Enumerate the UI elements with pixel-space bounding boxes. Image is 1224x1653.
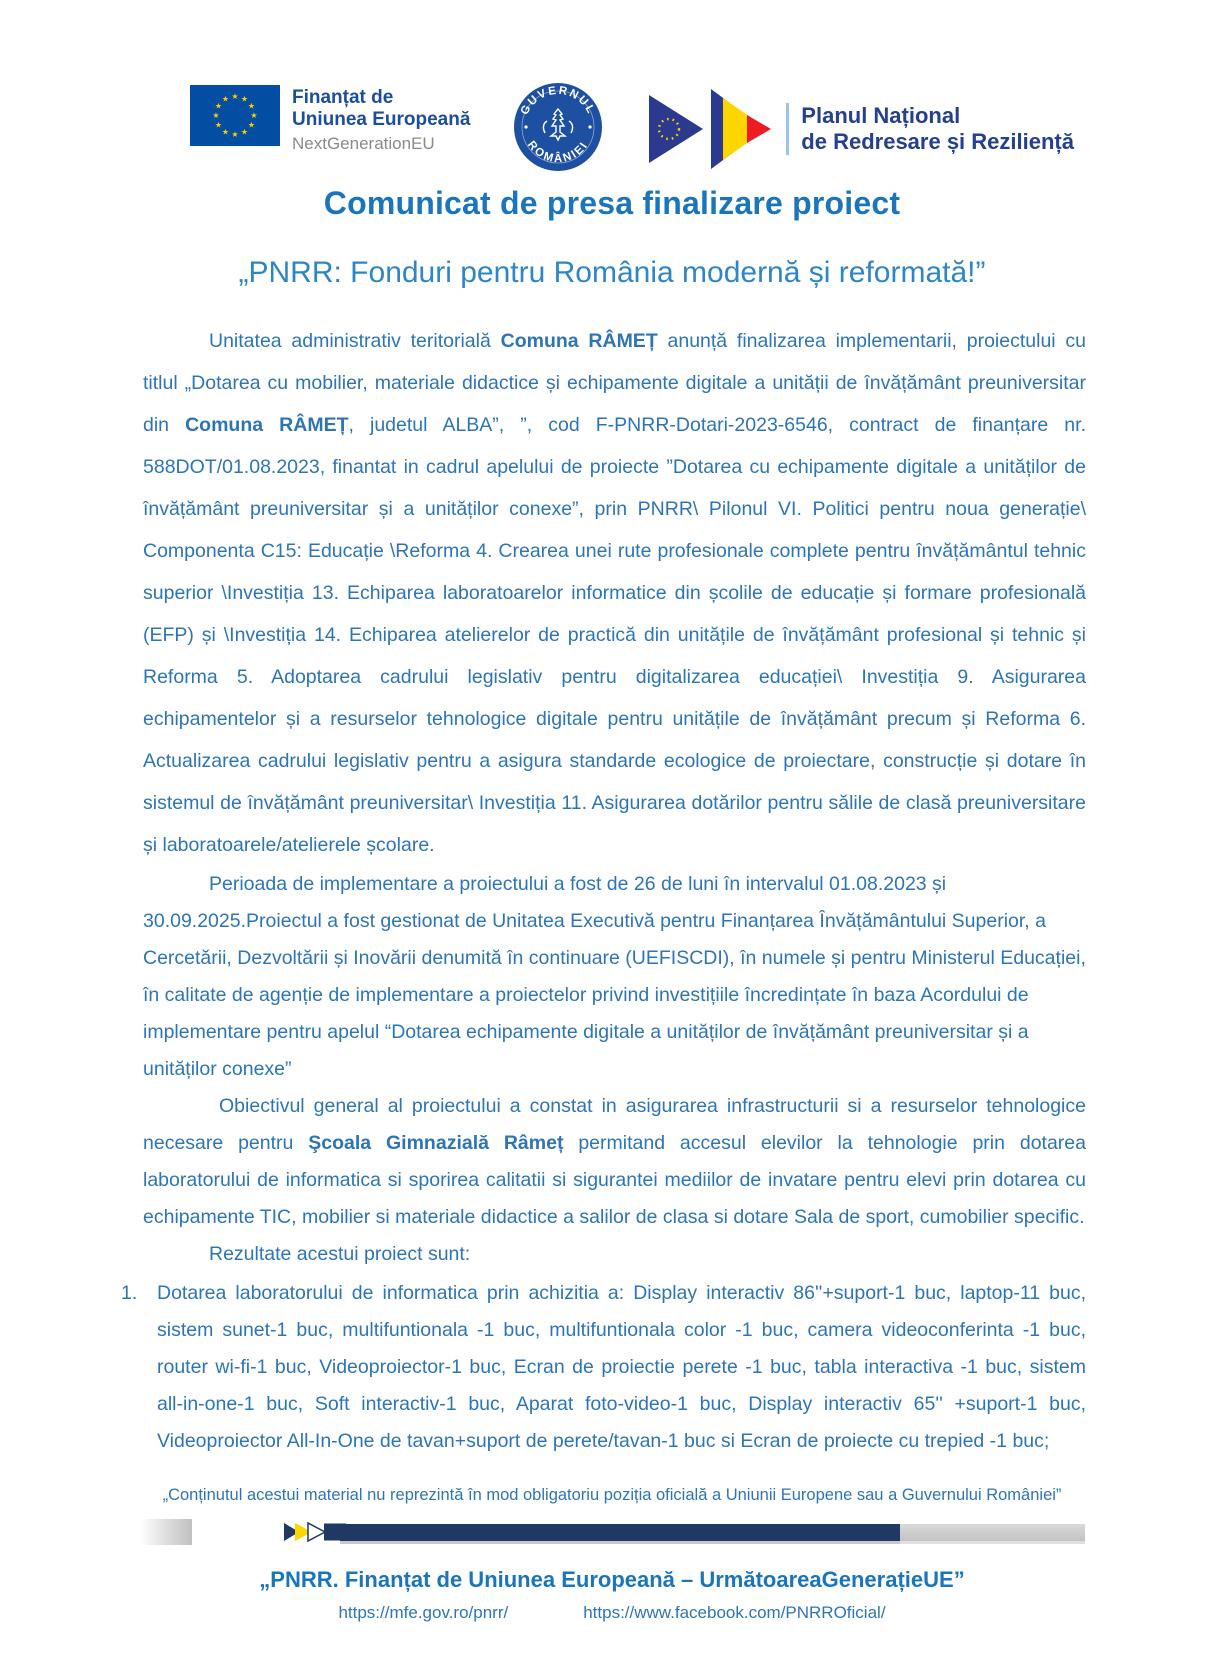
- p3-run0: Obiectivul general al proiectului a constat in asigurarea infrastructurii si a resurselor tehnologice necesare pentru: [143, 1095, 1086, 1154]
- footer-decorative-bar: [0, 1519, 1224, 1545]
- header-logos: [0, 85, 1224, 169]
- footer-disclaimer: „Conținutul acestui material nu reprezintă în mod obligatoriu poziția oficială a Uniunii Europene sau a Guvernului României”: [162, 1486, 1062, 1504]
- page-title: Comunicat de presa finalizare proiect: [323, 185, 901, 221]
- footer-links: [0, 1603, 1224, 1623]
- chevron-arrows-icon: [282, 1520, 346, 1544]
- p3-run2: permitand accesul elevilor la tehnologie prin dotarea laboratorului de informatica si sporirea calitatii si sigurantei mediilor de invatare pentru elevi prin dotarea cu echipamente TIC, mobilier si materiale didactice a salilor de clasa si dotare Sala de sport, cumobilier specific.: [143, 1132, 1086, 1228]
- paragraph-results-intro: Rezultate acestui proiect sunt:: [209, 1243, 471, 1265]
- facebook-link[interactable]: https://www.facebook.com/PNRROficial/: [583, 1603, 886, 1622]
- mfe-link[interactable]: https://mfe.gov.ro/pnrr/: [338, 1603, 509, 1622]
- svg-text:★: ★: [240, 94, 249, 104]
- paragraph-implementation-period: Perioada de implementare a proiectului a fost de 26 de luni în intervalul 01.08.2023 și 30.09.2025.Proiectul a fost gestionat de Unitatea Executivă pentru Finanțarea Învățământului Superior, a Cercetării, Dezvoltării și Inovării denumită în continuare (UEFISCDI), în numele și pentru Ministerul Educației, în calitate de agenție de implementare a proiectelor privind investițiile încredințate în baza Acordului de implementare pentru apelul “Dotarea echipamente digitale a unităților de învățământ preuniversitar și a unităților conexe”: [143, 873, 1086, 1080]
- svg-text:★: ★: [240, 127, 249, 137]
- svg-text:★: ★: [214, 101, 223, 111]
- pnrr-logo: [645, 85, 1074, 173]
- paragraph-general-objective: [143, 1088, 1086, 1236]
- eu-funding-logo: [190, 85, 470, 153]
- list-item-text: Dotarea laboratorului de informatica prin achizitia a: Display interactiv 86''+suport-1 buc, laptop-11 buc, sistem sunet-1 buc, multifuntionala -1 buc, multifuntionala color -1 buc, camera videoconferinta -1 buc, router wi-fi-1 buc, Videoproiector-1 buc, Ecran de proiectie perete -1 buc, tabla interactiva -1 buc, sistem all-in-one-1 buc, Soft interactiv-1 buc, Aparat foto-video-1 buc, Display interactiv 65'' +suport-1 buc, Videoproiector All-In-One de tavan+suport de perete/tavan-1 buc si Ecran de proiecte cu trepied -1 buc;: [157, 1282, 1086, 1452]
- eu-funding-line2: Uniunea Europeană: [292, 108, 471, 130]
- document-body: [0, 320, 1224, 1460]
- footer-slogan: „PNRR. Finanțat de Uniunea Europeană – UrmătoareaGenerațieUE”: [259, 1567, 965, 1592]
- svg-text:★: ★: [221, 94, 230, 104]
- p1-commune-name: Comuna RÂMEȚ: [500, 330, 658, 352]
- svg-text:★: ★: [247, 101, 256, 111]
- government-seal-icon: [512, 81, 604, 173]
- list-item: [121, 1275, 1086, 1460]
- paragraph-project-announcement: [143, 320, 1086, 866]
- svg-text:GUVERNUL: GUVERNUL: [518, 84, 598, 118]
- p1-run4: , judetul ALBA”, ”, cod F-PNRR-Dotari-2023-6546, contract de finanțare nr. 588DOT/01.08.2023, finantat in cadrul apelului de proiecte ”Dotarea cu echipamente digitale a unităților de învățământ preuniversitar și a unităților conexe”, prin PNRR\ Pilonul VI. Politici pentru noua generație\ Componenta C15: Educație \Reforma 4. Crearea unei rute profesionale complete pentru învățământul tehnic superior \Investiția 13. Echiparea laboratoarelor informatice din școlile de educație și formare profesională (EFP) și \Investiția 14. Echiparea atelierelor de practică din unitățile de învățământ profesional și tehnic și Reforma 5. Adoptarea cadrului legislativ pentru digitalizarea educației\ Investiția 9. Asigurarea echipamentelor și a resurselor tehnologice digitale pentru unitățile de învățământ precum și Reforma 6. Actualizarea cadrului legislativ pentru a asigura standarde ecologice de proiectare, construcție și dotare în sistemul de învățământ preuniversitar\ Investiția 11. Asigurarea dotărilor pentru sălile de clasă preuniversitare și laboratoarele/atelierele școlare.: [143, 414, 1086, 856]
- romanian-government-seal: [512, 81, 604, 178]
- gray-gradient-block: [140, 1519, 192, 1545]
- eu-funding-line3: NextGenerationEU: [292, 133, 435, 153]
- svg-text:★: ★: [212, 111, 220, 120]
- gray-bar-segment: [900, 1524, 1085, 1541]
- pnrr-logo-line2: de Redresare și Reziliență: [801, 129, 1074, 154]
- eu-flag-icon: [190, 85, 280, 146]
- svg-text:★: ★: [250, 111, 258, 120]
- p1-commune-name-2: Comuna RÂMEȚ: [185, 414, 349, 436]
- eu-funding-text: [292, 85, 470, 153]
- p1-run2: anunță finalizarea implementarii, proiectului cu titlul „Dotarea cu mobilier, materiale didactice și echipamente digitale a unității de învățământ preuniversitar din: [143, 330, 1086, 436]
- p1-run0: Unitatea administrativ teritorială: [209, 330, 501, 352]
- pnrr-logo-line1: Planul Național: [801, 103, 961, 129]
- page-subtitle: „PNRR: Fonduri pentru România modernă și reformată!”: [238, 256, 986, 289]
- svg-text:★: ★: [247, 120, 256, 130]
- svg-text:ROMÂNIEI: ROMÂNIEI: [524, 138, 591, 166]
- svg-text:★: ★: [231, 130, 239, 139]
- pnrr-logo-text: [786, 103, 1074, 155]
- navy-bar-segment: [340, 1524, 900, 1541]
- pnrr-arrows-icon: [645, 85, 780, 173]
- eu-funding-line1: Finanțat de: [292, 87, 394, 108]
- list-item-number: 1.: [121, 1282, 138, 1304]
- p3-school-name: Şcoala Gimnazială Râmeț: [308, 1132, 564, 1154]
- results-list: [121, 1275, 1086, 1460]
- svg-text:★: ★: [231, 92, 239, 101]
- svg-text:★: ★: [221, 127, 230, 137]
- svg-text:★: ★: [214, 120, 223, 130]
